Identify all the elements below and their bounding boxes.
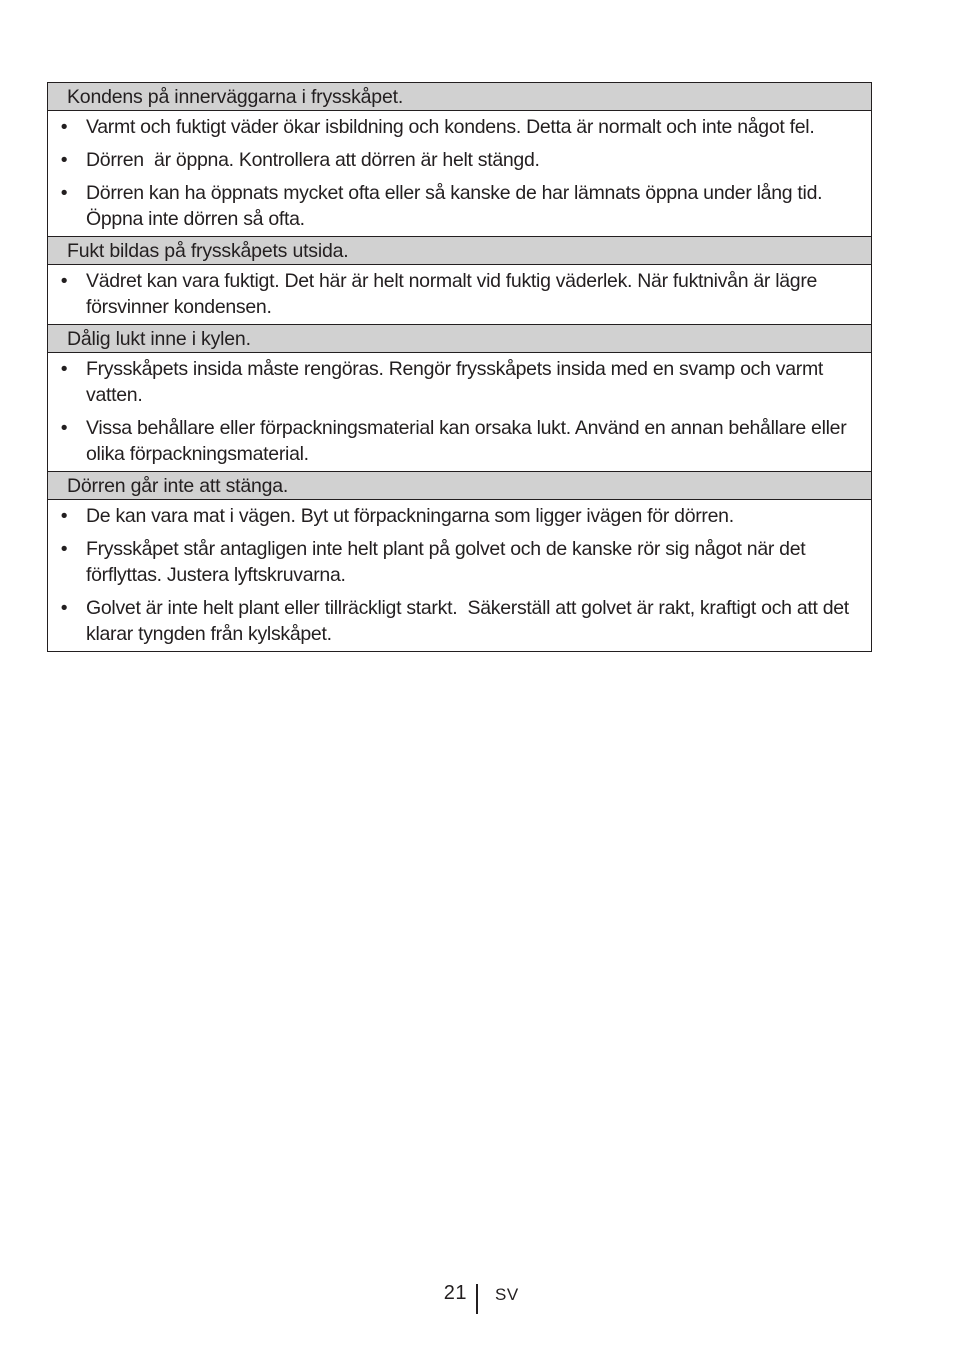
section-body bbox=[48, 265, 871, 325]
page-footer bbox=[0, 1280, 954, 1316]
list-item-text: Vädret kan vara fuktigt. Det här är helt normalt vid fuktig väderlek. När fuktnivån är lägre försvinner kondensen. bbox=[86, 270, 818, 318]
troubleshooting-table bbox=[47, 82, 872, 652]
bullet-icon: • bbox=[60, 538, 68, 560]
list-item bbox=[48, 595, 865, 647]
bullet-icon: • bbox=[60, 417, 68, 439]
list-item-text: Frysskåpet står antagligen inte helt plant på golvet och de kanske rör sig något när det förflyttas. Justera lyftskruvarna. bbox=[86, 538, 806, 586]
list-item bbox=[48, 114, 865, 140]
list-item-text: Varmt och fuktigt väder ökar isbildning och kondens. Detta är normalt och inte något fel. bbox=[86, 116, 815, 138]
section-body bbox=[48, 111, 871, 237]
section-door-wont-close bbox=[48, 472, 871, 652]
section-header: Kondens på innerväggarna i frysskåpet. bbox=[48, 83, 871, 111]
section-bad-smell bbox=[48, 325, 871, 472]
list-item-text: Vissa behållare eller förpackningsmaterial kan orsaka lukt. Använd en annan behållare eller olika förpackningsmaterial. bbox=[86, 417, 847, 465]
list-item bbox=[48, 415, 865, 467]
section-moisture-outside bbox=[48, 237, 871, 325]
bullet-icon: • bbox=[60, 182, 68, 204]
section-body bbox=[48, 500, 871, 652]
footer-divider bbox=[476, 1284, 478, 1314]
page-number: 21 bbox=[443, 1282, 467, 1304]
list-item bbox=[48, 180, 865, 232]
list-item bbox=[48, 503, 865, 529]
section-body bbox=[48, 353, 871, 472]
list-item-text: Frysskåpets insida måste rengöras. Rengör frysskåpets insida med en svamp och varmt vatten. bbox=[86, 358, 824, 406]
bullet-icon: • bbox=[60, 270, 68, 292]
list-item bbox=[48, 536, 865, 588]
list-item bbox=[48, 268, 865, 320]
list-item bbox=[48, 147, 865, 173]
list-item bbox=[48, 356, 865, 408]
list-item-text: Dörren är öppna. Kontrollera att dörren är helt stängd. bbox=[86, 149, 540, 171]
section-condensation-inside bbox=[48, 83, 871, 237]
section-header: Dörren går inte att stänga. bbox=[48, 472, 871, 500]
list-item-text: De kan vara mat i vägen. Byt ut förpackningarna som ligger ivägen för dörren. bbox=[86, 505, 734, 527]
list-item-text: Dörren kan ha öppnats mycket ofta eller så kanske de har lämnats öppna under lång tid. Öppna inte dörren så ofta. bbox=[86, 182, 823, 230]
bullet-icon: • bbox=[60, 505, 68, 527]
language-code: SV bbox=[495, 1285, 519, 1304]
section-header: Dålig lukt inne i kylen. bbox=[48, 325, 871, 353]
bullet-icon: • bbox=[60, 149, 68, 171]
bullet-icon: • bbox=[60, 116, 68, 138]
list-item-text: Golvet är inte helt plant eller tillräckligt starkt. Säkerställ att golvet är rakt, kraftigt och att det klarar tyngden från kylskåpet. bbox=[86, 597, 855, 645]
bullet-icon: • bbox=[60, 358, 68, 380]
bullet-icon: • bbox=[60, 597, 68, 619]
section-header: Fukt bildas på frysskåpets utsida. bbox=[48, 237, 871, 265]
